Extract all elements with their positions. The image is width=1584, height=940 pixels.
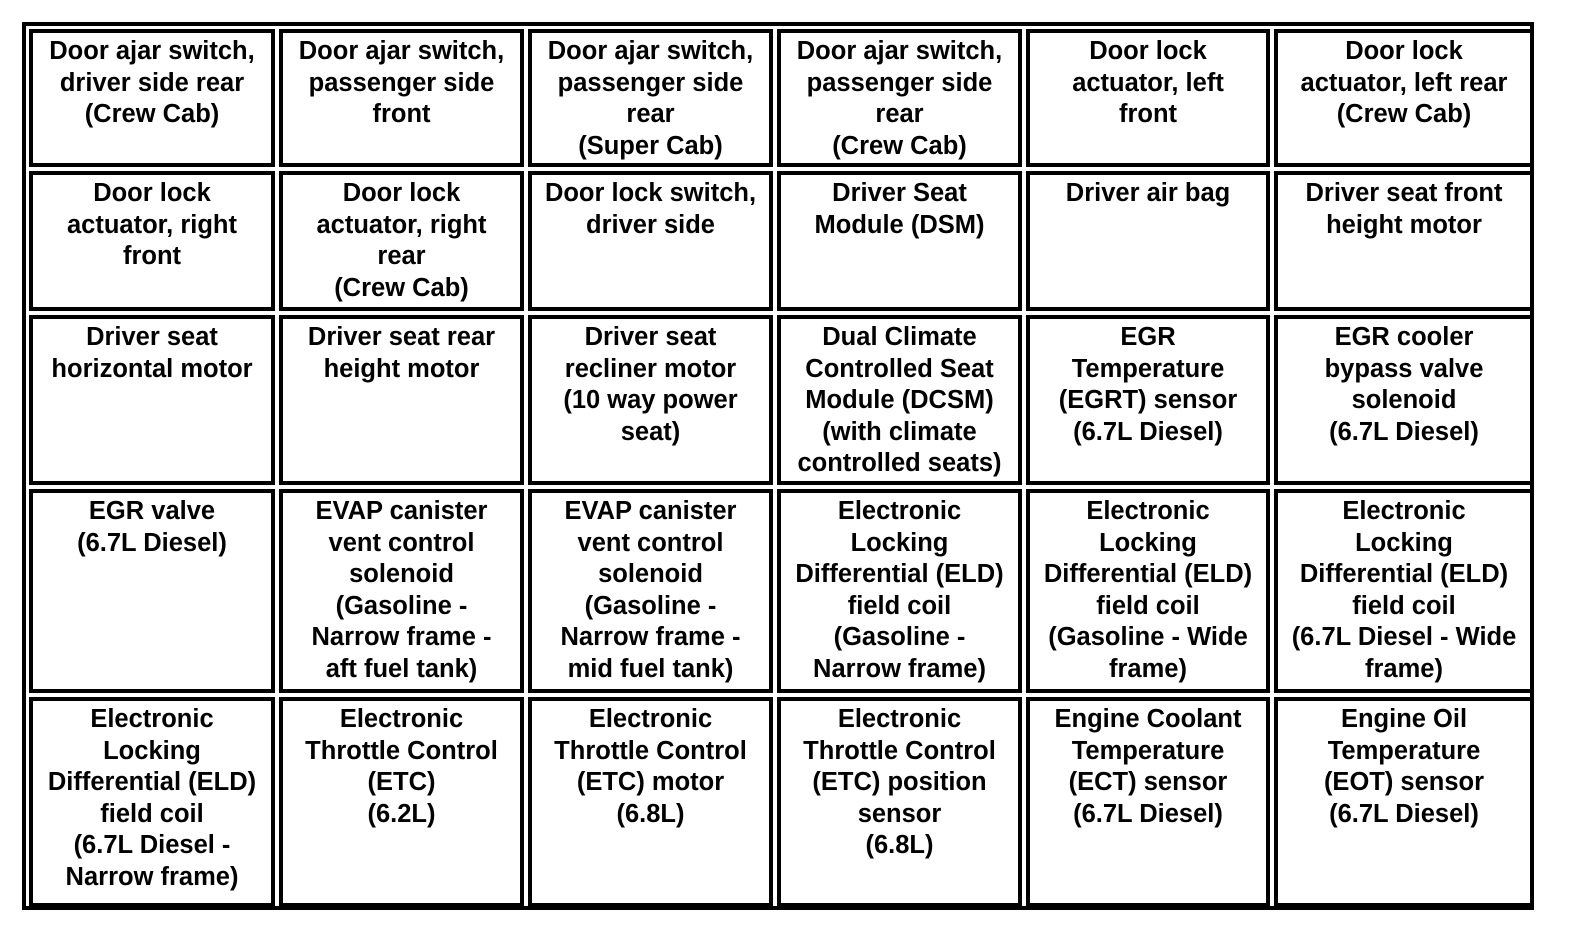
table-cell: Door ajar switch, driver side rear (Crew Cab) [29,29,275,167]
table-cell: Door lock actuator, right front [29,171,275,311]
table-cell: Door lock actuator, right rear (Crew Cab) [279,171,524,311]
table-cell: EGR cooler bypass valve solenoid (6.7L Diesel) [1274,315,1534,485]
table-cell: Electronic Locking Differential (ELD) field coil (6.7L Diesel - Narrow frame) [29,697,275,907]
table-cell: Electronic Locking Differential (ELD) field coil (Gasoline - Wide frame) [1026,489,1270,693]
table-cell: Door lock switch, driver side [528,171,773,311]
table-cell: Electronic Locking Differential (ELD) field coil (6.7L Diesel - Wide frame) [1274,489,1534,693]
table-cell: EGR Temperature (EGRT) sensor (6.7L Diesel) [1026,315,1270,485]
table-cell: Driver seat recliner motor (10 way power seat) [528,315,773,485]
table-cell: Electronic Throttle Control (ETC) (6.2L) [279,697,524,907]
table-cell: EVAP canister vent control solenoid (Gasoline - Narrow frame - mid fuel tank) [528,489,773,693]
table-cell: EGR valve (6.7L Diesel) [29,489,275,693]
table-cell: Electronic Locking Differential (ELD) field coil (Gasoline - Narrow frame) [777,489,1022,693]
table-cell: Engine Coolant Temperature (ECT) sensor (6.7L Diesel) [1026,697,1270,907]
table-cell: Door ajar switch, passenger side rear (Super Cab) [528,29,773,167]
table-cell: Electronic Throttle Control (ETC) position sensor (6.8L) [777,697,1022,907]
table-cell: Door ajar switch, passenger side rear (Crew Cab) [777,29,1022,167]
table-cell: Driver air bag [1026,171,1270,311]
table-cell: Door lock actuator, left front [1026,29,1270,167]
component-table [22,22,1534,910]
table-cell: Door lock actuator, left rear (Crew Cab) [1274,29,1534,167]
table-cell: Driver seat front height motor [1274,171,1534,311]
table-cell: Electronic Throttle Control (ETC) motor (6.8L) [528,697,773,907]
table-cell: Driver Seat Module (DSM) [777,171,1022,311]
table-cell: Dual Climate Controlled Seat Module (DCSM) (with climate controlled seats) [777,315,1022,485]
table-cell: Engine Oil Temperature (EOT) sensor (6.7L Diesel) [1274,697,1534,907]
table-cell: Door ajar switch, passenger side front [279,29,524,167]
table-cell: Driver seat rear height motor [279,315,524,485]
table-cell: EVAP canister vent control solenoid (Gasoline - Narrow frame - aft fuel tank) [279,489,524,693]
table-cell: Driver seat horizontal motor [29,315,275,485]
